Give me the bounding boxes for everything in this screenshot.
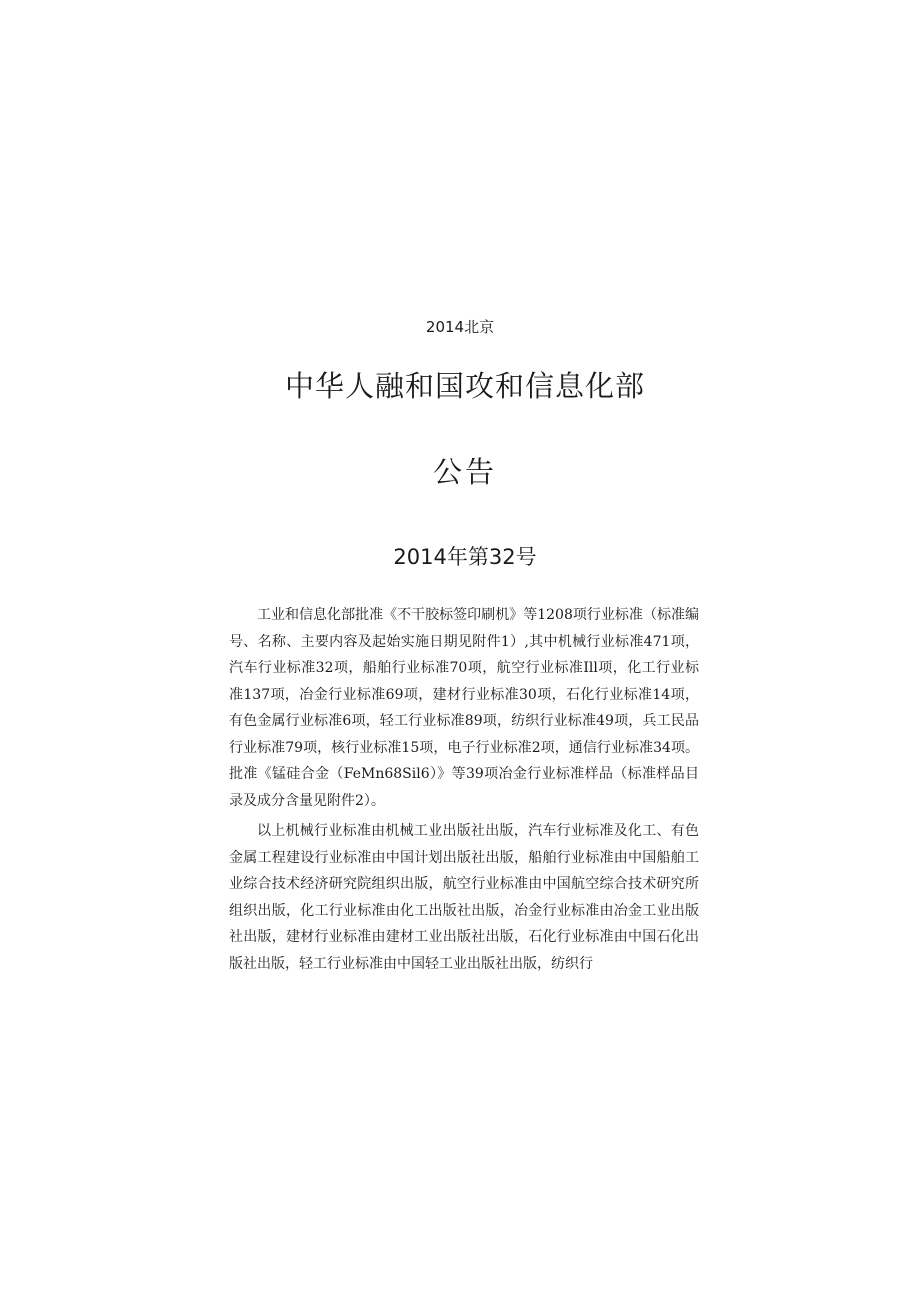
paragraph-1: 工业和信息化部批准《不干胶标签印刷机》等1208项行业标准（标准编号、名称、主要内容及起始实施日期见附件1）,其中机械行业标准471项，汽车行业标准32项，船舶行业标准70项，航空行业标准Ill项，化工行业标准137项，冶金行业标准69项，建材行业标准30项，石化行业标准14项，有色金属行业标准6项，轻工行业标准89项，纺织行业标准49项，兵工民品行业标准79项，核行业标准15项，电子行业标准2项，通信行业标准34项。批准《锰硅合金（FeMn68Sil6）》等39项冶金行业标准样品（标准样品目录及成分含量见附件2）。 <box>229 607 699 809</box>
document-number: 2014年第32号 <box>393 545 537 569</box>
place-year: 2014北京 <box>425 318 495 336</box>
ministry-name: 中华人融和国攻和信息化部 <box>284 369 645 403</box>
notice-title: 公告 <box>432 455 497 489</box>
body-text <box>229 602 699 981</box>
paragraph-2: 以上机械行业标准由机械工业出版社出版，汽车行业标准及化工、有色金属工程建设行业标准由中国计划出版社出版，船舶行业标准由中国船舶工业综合技术经济研究院组织出版，航空行业标准由中国航空综合技术研究所组织出版，化工行业标准由化工出版社出版，冶金行业标准由冶金工业出版社出版，建材行业标准由建材工业出版社出版，石化行业标准由中国石化出版社出版，轻工行业标准由中国轻工业出版社出版，纺织行 <box>229 823 699 972</box>
